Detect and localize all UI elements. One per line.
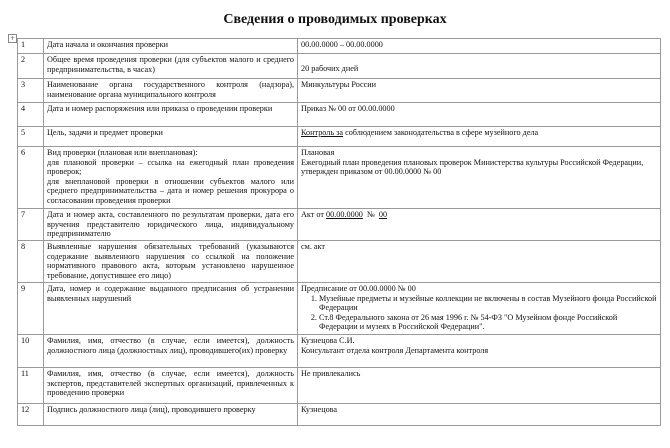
row-number: 8 [18,241,44,283]
question-cell: Наименование органа государственного контроля (надзора), наименование органа муниципального контроля [44,79,298,103]
question-cell: Дата и номер акта, составленного по результатам проверки, дата его вручения представителю юридического лица, индивидуальному предпринимателю [44,209,298,241]
question-cell [44,147,298,209]
act-date: 00.00.0000 [326,210,363,219]
table-row [18,39,661,54]
answer-cell [298,147,661,209]
act-number: 00 [378,210,388,219]
inspection-info-table [17,38,661,426]
question-cell: Дата, номер и содержание выданного предписания об устранении выявленных нарушений [44,283,298,335]
table-row [18,368,661,404]
question-cell: Дата начала и окончания проверки [44,39,298,54]
prescription-heading: Предписание от 00.00.0000 № 00 [301,284,416,293]
question-cell: Общее время проведения проверки (для субъектов малого и среднего предпринимательства, в часах) [44,54,298,79]
answer-cell [298,241,661,283]
answer-cell [298,79,661,103]
question-cell: Выявленные нарушения обязательных требований (указываются содержание выявленного нарушения со ссылкой на положение нормативного правового акта, которым установлено нарушенное требование, допустившее его лицо) [44,241,298,283]
answer-text: см. акт [301,242,325,251]
question-line: для внеплановой проверки в отношении субъектов малого или среднего предпринимательства – дата и номер решения прокурора о согласовании проведения проверки [47,176,294,205]
answer-cell [298,103,661,127]
answer-text: 00.00.0000 – 00.00.0000 [301,40,383,49]
row-number: 6 [18,147,44,209]
question-cell: Фамилия, имя, отчество (в случае, если имеется), должность экспертов, представителей экспертных организаций, привлеченных к проведению проверки [44,368,298,404]
answer-cell [298,404,661,426]
table-row [18,54,661,79]
answer-text: 20 рабочих дней [301,64,359,73]
answer-text: Минкультуры России [301,80,377,89]
answer-cell [298,54,661,79]
list-item: 2. Ст.8 Федерального закона от 26 мая 1996 г. № 54-ФЗ "О Музейном фонде Российской Федерации и музеях в Российской Федерации". [319,313,657,332]
table-row [18,404,661,426]
answer-text: Ежегодный план проведения плановых проверок Министерства культуры Российской Федерации, утвержден приказом от 00.00.0000 № 00 [301,157,644,177]
table-row [18,283,661,335]
answer-text: Кузнецова С.И. [301,336,355,345]
table-row [18,335,661,368]
table-row [18,241,661,283]
row-number: 7 [18,209,44,241]
row-number: 1 [18,39,44,54]
prescription-list [301,294,657,332]
answer-cell [298,39,661,54]
question-cell: Дата и номер распоряжения или приказа о проведении проверки [44,103,298,127]
answer-text: соблюдением законодательства в сфере музейного дела [343,128,539,137]
question-line: для плановой проверки – ссылка на ежегодный план проведения проверок; [47,157,294,177]
row-number: 2 [18,54,44,79]
row-number: 3 [18,79,44,103]
list-item: 1. Музейные предметы и музейные коллекции не включены в состав Музейного фонда Российской Федерации [319,294,657,313]
answer-cell [298,209,661,241]
table-row [18,127,661,147]
row-number: 5 [18,127,44,147]
table-move-handle-icon[interactable]: + [9,35,16,42]
row-number: 11 [18,368,44,404]
table-row [18,103,661,127]
answer-text: № [362,210,379,219]
answer-text: Плановая [301,148,335,157]
answer-text: Акт от [301,210,327,219]
question-cell: Фамилия, имя, отчество (в случае, если имеется), должность должностного лица (должностных лиц), проводившего(их) проверку [44,335,298,368]
answer-cell [298,283,661,335]
table-row [18,209,661,241]
row-number: 12 [18,404,44,426]
document-title: Сведения о проводимых проверках [223,12,447,27]
question-cell: Цель, задачи и предмет проверки [44,127,298,147]
table-row [18,147,661,209]
table-row [18,79,661,103]
answer-text: Консультант отдела контроля Департамента контроля [301,345,489,355]
question-cell: Подпись должностного лица (лиц), проводившего проверку [44,404,298,426]
answer-underlined-text: Контроль за [301,128,344,137]
answer-cell [298,335,661,368]
answer-cell [298,368,661,404]
row-number: 4 [18,103,44,127]
question-line: Вид проверки (плановая или внеплановая): [47,148,198,157]
answer-text: Приказ № 00 от 00.00.0000 [301,104,395,113]
answer-text: Не привлекались [301,369,361,378]
row-number: 10 [18,335,44,368]
answer-text: Кузнецова [301,405,338,414]
row-number: 9 [18,283,44,335]
answer-cell [298,127,661,147]
